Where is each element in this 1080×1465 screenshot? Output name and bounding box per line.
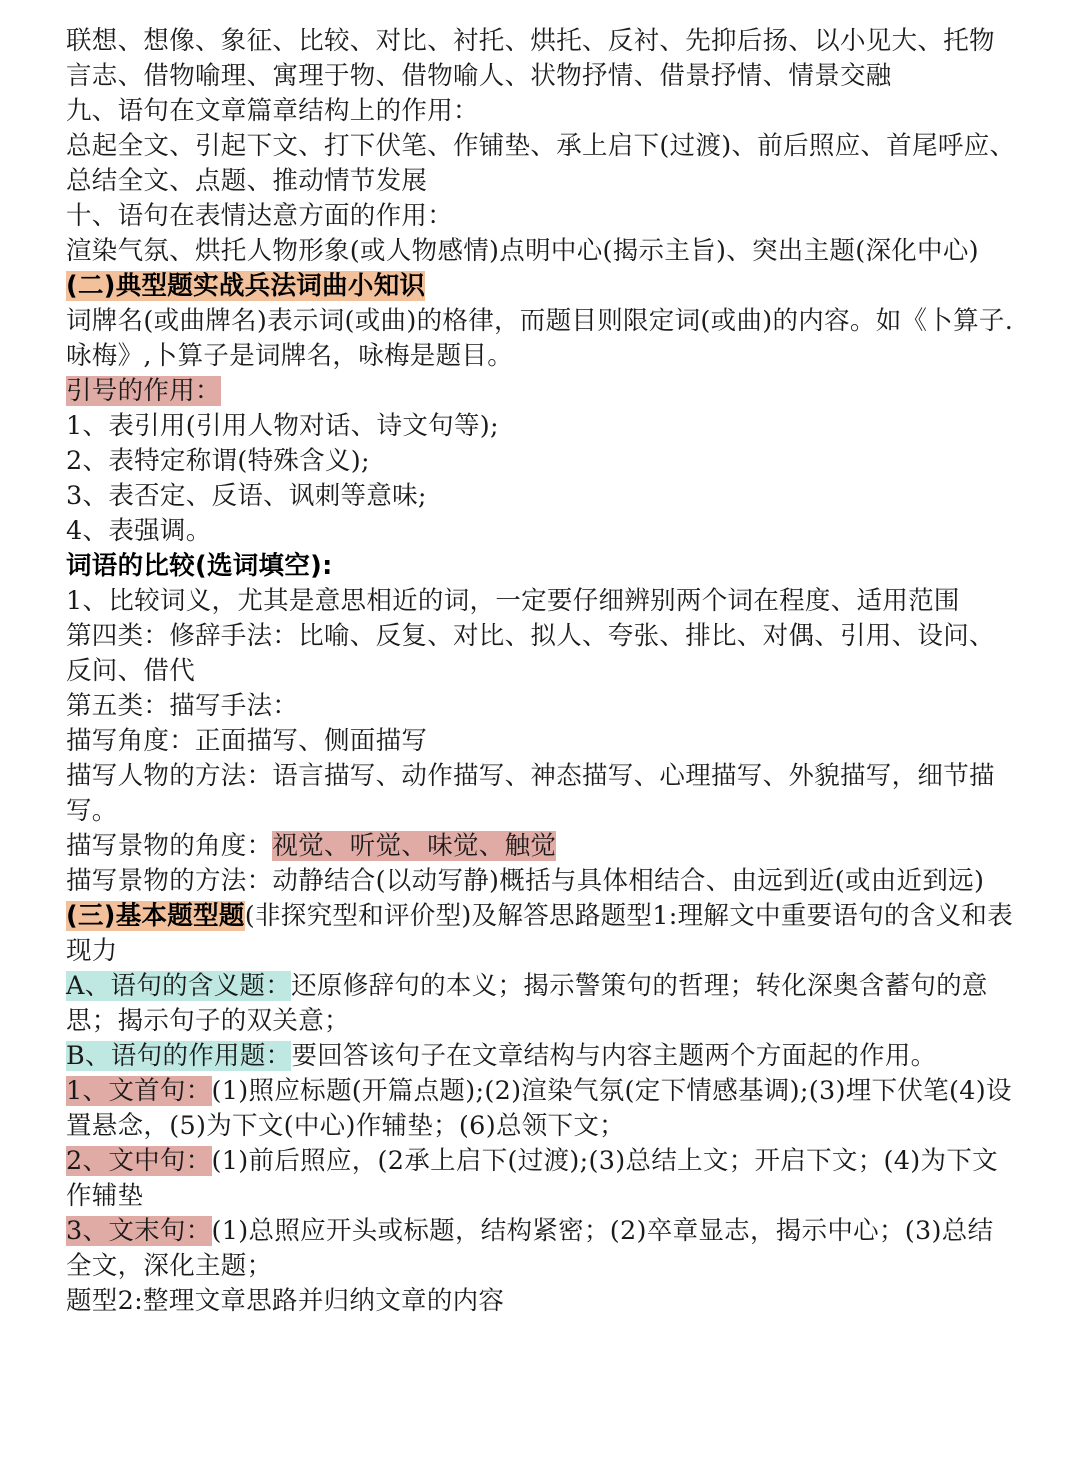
heading-three-row (66, 899, 1016, 969)
last-sentence-row (66, 1214, 1016, 1284)
first-sentence-row (66, 1074, 1016, 1144)
list-item: 1、表引用(引用人物对话、诗文句等); (66, 411, 499, 441)
middle-sentence-row (66, 1144, 1016, 1214)
scenery-angle-highlight: 视觉、听觉、味觉、触觉 (272, 831, 557, 861)
function-label: B、语句的作用题： (66, 1041, 292, 1071)
middle-sentence-text: (1)前后照应，(2承上启下(过渡);(3)总结上文；开启下文；(4)为下文作辅垫 (66, 1146, 998, 1211)
heading-two-row (66, 269, 1016, 304)
word-compare-heading: 词语的比较(选词填空): (66, 551, 333, 581)
function-row (66, 1039, 1016, 1074)
last-sentence-label: 3、文末句： (66, 1216, 212, 1246)
quote-heading: 引号的作用： (66, 376, 221, 406)
text-line: 第五类：描写手法： (66, 691, 299, 721)
scenery-angle-row (66, 829, 1016, 864)
text-line: 联想、想像、象征、比较、对比、衬托、烘托、反衬、先抑后扬、以小见大、托物言志、借物喻理、寓理于物、借物喻人、状物抒情、借景抒情、情景交融 (66, 26, 995, 91)
text-line: 第四类：修辞手法：比喻、反复、对比、拟人、夸张、排比、对偶、引用、设问、反问、借代 (66, 621, 995, 686)
first-sentence-label: 1、文首句： (66, 1076, 212, 1106)
text-line: 渲染气氛、烘托人物形象(或人物感情)点明中心(揭示主旨)、突出主题(深化中心) (66, 236, 979, 266)
heading-three: (三)基本题型题 (66, 901, 245, 931)
middle-sentence-label: 2、文中句： (66, 1146, 212, 1176)
text-line: 题型2:整理文章思路并归纳文章的内容 (66, 1286, 505, 1316)
text-line: 总起全文、引起下文、打下伏笔、作铺垫、承上启下(过渡)、前后照应、首尾呼应、总结全文、点题、推动情节发展 (66, 131, 1016, 196)
text-line: 1、比较词义，尤其是意思相近的词，一定要仔细辨别两个词在程度、适用范围 (66, 586, 960, 616)
document-page (66, 24, 1016, 1319)
section-heading-ten: 十、语句在表情达意方面的作用： (66, 201, 454, 231)
last-sentence-text: (1)总照应开头或标题，结构紧密；(2)卒章显志，揭示中心；(3)总结全文，深化主题； (66, 1216, 994, 1281)
list-item: 4、表强调。 (66, 516, 212, 546)
text-line: 描写人物的方法：语言描写、动作描写、神态描写、心理描写、外貌描写，细节描写。 (66, 761, 995, 826)
heading-two: (二)典型题实战兵法词曲小知识 (66, 271, 426, 301)
first-sentence-text: (1)照应标题(开篇点题);(2)渲染气氛(定下情感基调);(3)埋下伏笔(4)设置悬念，(5)为下文(中心)作辅垫；(6)总领下文； (66, 1076, 1012, 1141)
text-line: 描写角度：正面描写、侧面描写 (66, 726, 428, 756)
function-text: 要回答该句子在文章结构与内容主题两个方面起的作用。 (291, 1041, 937, 1071)
meaning-text: 还原修辞句的本义；揭示警策句的哲理；转化深奥含蓄句的意思；揭示句子的双关意； (66, 971, 988, 1036)
list-item: 2、表特定称谓(特殊含义); (66, 446, 370, 476)
meaning-row (66, 969, 1016, 1039)
heading-three-rest: (非探究型和评价型)及解答思路题型1:理解文中重要语句的含义和表现力 (66, 901, 1014, 966)
text-line: 描写景物的方法：动静结合(以动写静)概括与具体相结合、由远到近(或由近到远) (66, 866, 985, 896)
list-item: 3、表否定、反语、讽刺等意味; (66, 481, 427, 511)
scenery-angle-label: 描写景物的角度： (66, 831, 273, 861)
quote-heading-row (66, 374, 1016, 409)
meaning-label: A、语句的含义题： (66, 971, 292, 1001)
section-heading-nine: 九、语句在文章篇章结构上的作用： (66, 96, 479, 126)
text-line: 词牌名(或曲牌名)表示词(或曲)的格律，而题目则限定词(或曲)的内容。如《卜算子.咏梅》,卜算子是词牌名，咏梅是题目。 (66, 306, 1014, 371)
